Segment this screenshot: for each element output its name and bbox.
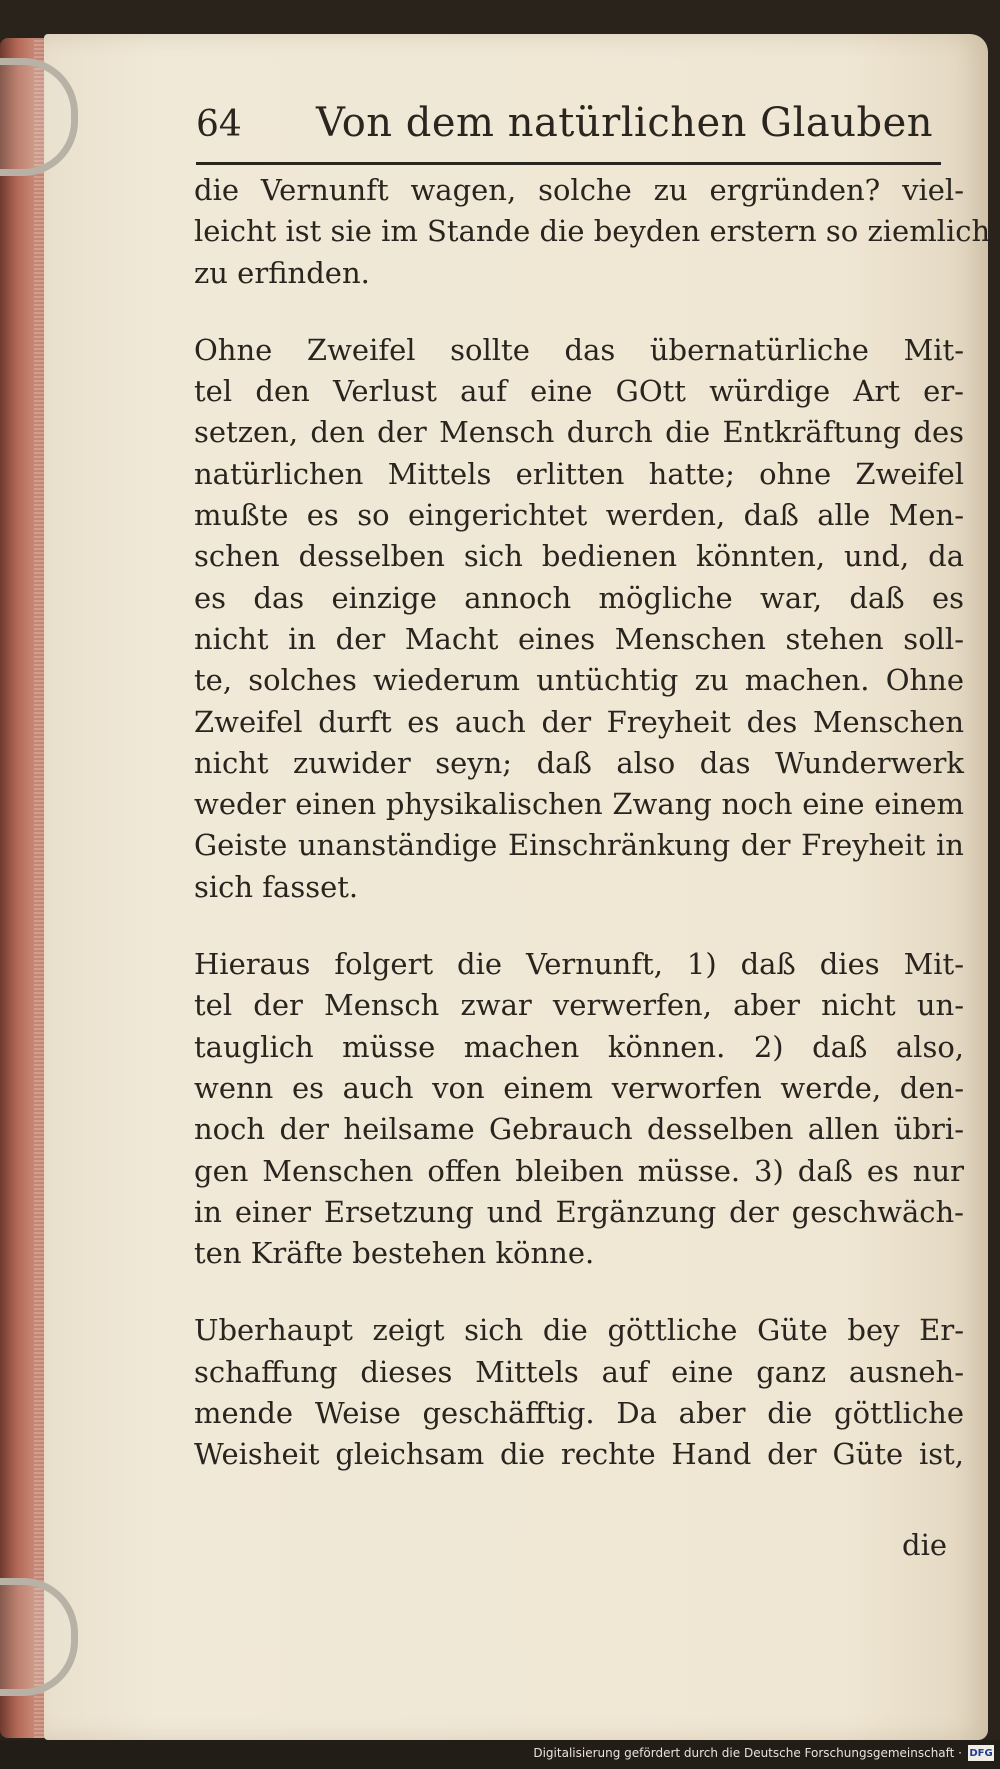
paragraph-2 (194, 330, 964, 908)
paragraph-3 (194, 944, 964, 1274)
running-title: Von dem natürlichen Glauben (316, 100, 934, 146)
text-line: es das einzige annoch mögliche war, daß es (194, 580, 964, 615)
text-line: weder einen physikalischen Zwang noch eine einem (194, 787, 964, 822)
text-line: noch der heilsame Gebrauch desselben allen übri- (194, 1112, 964, 1147)
text-line: tel den Verlust auf eine GOtt würdige Art er- (194, 374, 964, 409)
page-number: 64 (196, 104, 242, 145)
text-line: in einer Ersetzung und Ergänzung der geschwäch- (194, 1194, 964, 1229)
text-line: Uberhaupt zeigt sich die göttliche Güte bey Er- (194, 1313, 964, 1348)
text-line: die Vernunft wagen, solche zu ergründen? viel- (194, 173, 964, 207)
text-line: nicht zuwider seyn; daß also das Wunderwerk (194, 745, 964, 780)
text-line: wenn es auch von einem verworfen werde, den- (194, 1070, 964, 1105)
text-line: schen desselben sich bedienen könnten, und, da (194, 539, 964, 574)
text-line: nicht in der Macht eines Menschen stehen soll- (194, 621, 964, 656)
text-line: tel der Mensch zwar verwerfen, aber nicht un- (194, 988, 964, 1023)
text-line: leicht ist sie im Stande die beyden erstern so ziemlich (194, 214, 991, 249)
text-line: mende Weise geschäfftig. Da aber die göttliche (194, 1396, 964, 1431)
text-line: schaffung dieses Mittels auf eine ganz ausneh- (194, 1354, 964, 1389)
catchword: die (902, 1528, 948, 1562)
text-line: mußte es so eingerichtet werden, daß alle Men- (194, 498, 964, 533)
funding-notice: Digitalisierung gefördert durch die Deutsche Forschungsgemeinschaft · (533, 1746, 962, 1760)
text-line: natürlichen Mittels erlitten hatte; ohne Zweifel (194, 456, 964, 491)
text-line: Hieraus folgert die Vernunft, 1) daß dies Mit- (194, 947, 964, 982)
text-line: zu erfinden. (194, 255, 370, 290)
text-line: Weisheit gleichsam die rechte Hand der Güte ist, (194, 1437, 964, 1472)
paragraph-1 (194, 170, 991, 294)
dfg-logo-icon: DFG (968, 1745, 994, 1761)
text-line: Zweifel durft es auch der Freyheit des Menschen (194, 704, 964, 739)
footer-bar (0, 1740, 1000, 1769)
text-line: gen Menschen offen bleiben müsse. 3) daß es nur (194, 1153, 964, 1188)
text-line: Geiste unanständige Einschränkung der Freyheit in (194, 828, 964, 863)
text-line: Ohne Zweifel sollte das übernatürliche Mit- (194, 332, 964, 367)
text-line: setzen, den der Mensch durch die Entkräftung des (194, 415, 964, 450)
body-text (194, 170, 991, 1476)
text-line: te, solches wiederum untüchtig zu machen. Ohne (194, 663, 964, 698)
text-line: sich fasset. (194, 869, 359, 904)
text-line: ten Kräfte bestehen könne. (194, 1236, 595, 1271)
running-header (196, 100, 941, 165)
text-line: tauglich müsse machen können. 2) daß also, (194, 1029, 964, 1064)
paragraph-4 (194, 1310, 964, 1475)
